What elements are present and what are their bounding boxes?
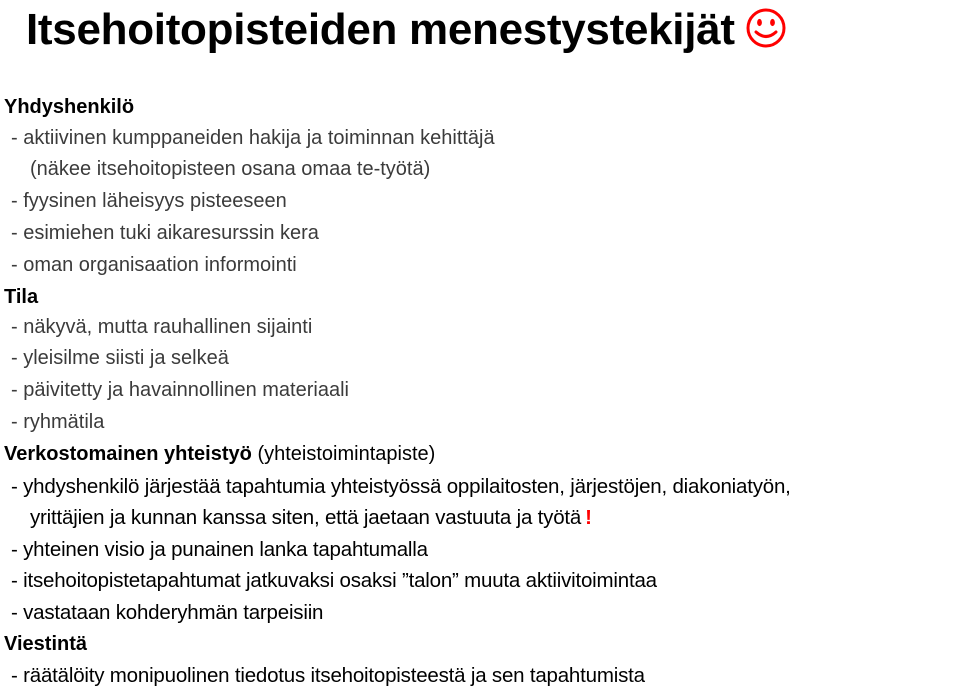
- section-heading-yhdyshenkilo: Yhdyshenkilö: [4, 96, 135, 118]
- section-heading-viestinta: Viestintä: [4, 633, 87, 655]
- list-item: - näkyvä, mutta rauhallinen sijainti: [11, 316, 313, 338]
- list-item: - itsehoitopistetapahtumat jatkuvaksi osaksi ”talon” muuta aktiivitoimintaa: [11, 569, 657, 592]
- list-item: - aktiivinen kumppaneiden hakija ja toiminnan kehittäjä: [11, 127, 495, 149]
- list-item-continuation: [30, 505, 592, 531]
- section-heading-suffix: (yhteistoimintapiste): [257, 443, 436, 465]
- list-item: - esimiehen tuki aikaresurssin kera: [11, 222, 319, 244]
- list-item-text: yrittäjien ja kunnan kanssa siten, että jaetaan vastuuta ja työtä: [30, 506, 582, 529]
- page-title-text: Itsehoitopisteiden menestystekijät: [26, 5, 735, 54]
- list-item: - yleisilme siisti ja selkeä: [11, 347, 229, 369]
- list-item: - vastataan kohderyhmän tarpeisiin: [11, 601, 324, 624]
- section-heading-tila: Tila: [4, 286, 39, 308]
- page-title: [26, 2, 787, 58]
- section-heading-verkostomainen: [4, 441, 435, 467]
- smiley-face-icon: [745, 7, 787, 49]
- exclamation-mark: !: [585, 506, 592, 529]
- list-item: - yhdyshenkilö järjestää tapahtumia yhteistyössä oppilaitosten, järjestöjen, diakoniatyön,: [11, 475, 791, 498]
- list-item: - oman organisaation informointi: [11, 254, 297, 276]
- list-item-continuation: (näkee itsehoitopisteen osana omaa te-työtä): [30, 158, 431, 180]
- list-item: - päivitetty ja havainnollinen materiaali: [11, 379, 349, 401]
- list-item: - räätälöity monipuolinen tiedotus itsehoitopisteestä ja sen tapahtumista: [11, 664, 645, 687]
- section-heading-text: Verkostomainen yhteistyö: [4, 443, 252, 465]
- list-item: - ryhmätila: [11, 411, 105, 433]
- list-item: - fyysinen läheisyys pisteeseen: [11, 190, 287, 212]
- list-item: - yhteinen visio ja punainen lanka tapahtumalla: [11, 538, 428, 561]
